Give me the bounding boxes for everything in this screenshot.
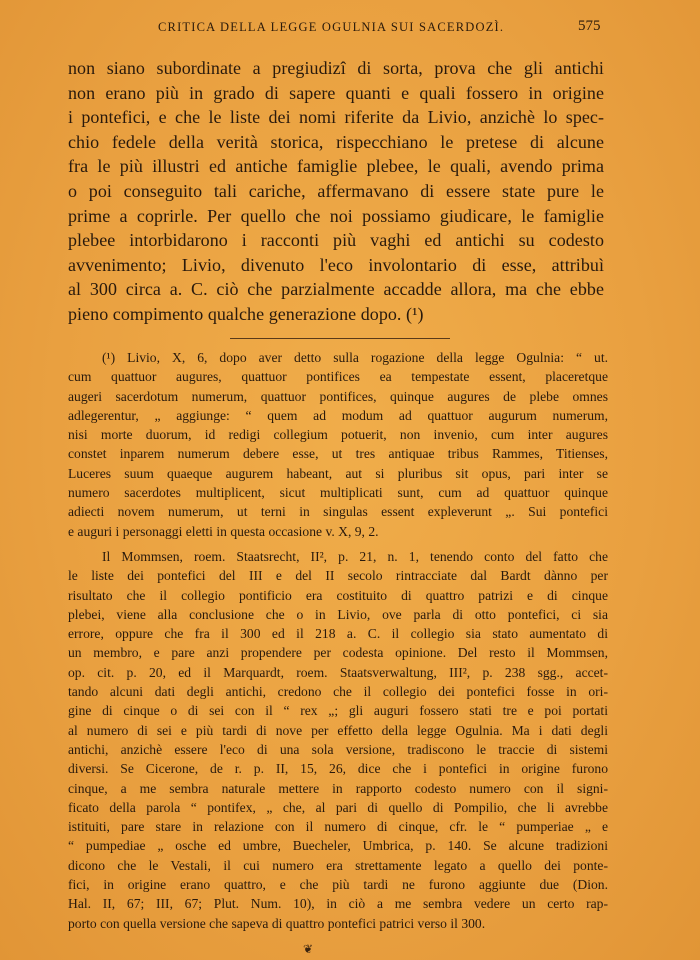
footnotes bbox=[68, 348, 608, 933]
footnote-line: op. cit. p. 20, ed il Marquardt, roem. Staatsverwaltung, III², p. 238 sgg., accet- bbox=[68, 664, 608, 680]
footnote-line: adlegerentur, „ aggiunge: “ quem ad modum ad quattuor augurum numerum, bbox=[68, 407, 608, 423]
body-line: fra le più illustri ed antiche famiglie plebee, le quali, avendo prima bbox=[68, 156, 604, 177]
body-line: avvenimento; Livio, divenuto l'eco involontario di esse, attribuì bbox=[68, 254, 604, 275]
footnote-line: tando alcuni dati degli antichi, credono che il collegio dei pontefici fosse in ori- bbox=[68, 684, 608, 700]
footnote-line: porto con quella versione che sapeva di quattro pontefici patrici verso il 300. bbox=[68, 915, 486, 931]
footnote-line: errore, oppure che fra il 300 ed il 218 a. C. il collegio sia stato aumentato di bbox=[68, 626, 608, 642]
footnote-line: plebei, viene alla conclusione che o in Livio, ove parla di otto pontefici, ci sia bbox=[68, 606, 608, 622]
footnote-line: dicono che le Vestali, il cui numero era strettamente legato a quello dei ponte- bbox=[68, 857, 608, 873]
footnote-line: “ pumpediae „ osche ed umbre, Buecheler, Umbrica, p. 140. Se alcune tradizioni bbox=[68, 838, 608, 854]
footnote-line: (¹) Livio, X, 6, dopo aver detto sulla rogazione della legge Ogulnia: “ ut. bbox=[102, 350, 608, 365]
footnote-line: le liste dei pontefici del III e del II secolo rintracciate dal Bardt dànno per bbox=[68, 568, 608, 584]
footnote-line: Il Mommsen, roem. Staatsrecht, II², p. 21, n. 1, tenendo conto del fatto che bbox=[102, 548, 608, 564]
footnote-separator-rule bbox=[230, 338, 450, 339]
footnote-line: fici, in origine erano quattro, e che più tardi ne furono aggiunte due (Dion. bbox=[68, 877, 608, 893]
body-line: plebee intorbidarono i racconti più vaghi ed antichi su codesto bbox=[68, 230, 604, 251]
footnote-line: numero sacerdotes multiplicent, sicut multiplicati sunt, cum ad quattuor quinque bbox=[68, 485, 608, 501]
page-number: 575 bbox=[578, 18, 601, 34]
footnote-line: istituiti, pare stare in relazione con il numero di cinque, cfr. le “ pumperiae „ e bbox=[68, 819, 608, 835]
body-line-footnote-ref: pieno compimento qualche generazione dopo. (¹) bbox=[68, 303, 424, 324]
footnote-line: Luceres suum quaeque augurem habeant, aut si pluribus sit opus, pari inter se bbox=[68, 465, 608, 481]
footnote-line: ficato della parola “ pontifex, „ che, al pari di quello di Pompilio, che li avrebbe bbox=[68, 799, 608, 815]
body-line: prime a coprirle. Per quello che noi possiamo giudicare, le famiglie bbox=[68, 205, 604, 226]
running-title: CRITICA DELLA LEGGE OGULNIA SUI SACERDOZÌ. bbox=[158, 20, 505, 34]
footnote-line: cum quattuor augures, quattuor pontifices ea tempestate essent, placeretque bbox=[68, 369, 608, 385]
body-line: non erano più in grado di sapere quanti e quali fossero in origine bbox=[68, 82, 604, 103]
footnote-line: cinque, a me sembra naturale mettere in rapporto codesto numero con il signi- bbox=[68, 780, 608, 796]
page-header bbox=[0, 18, 700, 40]
body-line: al 300 circa a. C. ciò che parzialmente accadde allora, ma che ebbe bbox=[68, 279, 604, 300]
footnote-line: un membro, e pare anzi propendere per codesta opinione. Del resto il Mommsen, bbox=[68, 645, 608, 661]
main-body-text bbox=[68, 56, 604, 327]
body-line: i pontefici, e che le liste dei nomi riferite da Livio, anzichè lo spec- bbox=[68, 107, 604, 128]
body-line: non siano subordinate a pregiudizî di sorta, prova che gli antichi bbox=[68, 58, 604, 78]
footnote-line: risultato che il collegio pontificio era costituito di quattro patrizi e di cinque bbox=[68, 587, 608, 603]
footnote-line: adiecti novem numerum, ut terni in singulas essent expleverunt „. Sui pontefici bbox=[68, 504, 608, 520]
footnote-line: Hal. II, 67; III, 67; Plut. Num. 10), in ciò a me sembra vedere un certo rap- bbox=[68, 896, 608, 912]
footnote-line: antichi, anzichè essere l'eco di una sola versione, tradiscono le traccie di sistemi bbox=[68, 741, 608, 757]
footnote-line: constet inparem numerum debere esse, ut tres antiquae tribus Rammes, Titienses, bbox=[68, 446, 608, 462]
footnote-line: nisi morte duorum, id redigi collegium potuerit, non invenio, cum inter augures bbox=[68, 427, 608, 443]
footnote-line: gine di cinque o di sei con il “ rex „; gli auguri fossero stati tre e poi portati bbox=[68, 703, 608, 719]
footnote-line: diversi. Se Cicerone, de r. p. II, 15, 26, dice che i pontefici in origine furono bbox=[68, 761, 608, 777]
printer-ornament-icon: ❦ bbox=[303, 942, 314, 956]
footnote-line: al numero di sei e più tardi di nove per effetto della legge Ogulnia. Ma i dati degli bbox=[68, 722, 608, 738]
footnote-line: augeri sacerdotum numerum, quattuor pontifices, quinque augures de plebe omnes bbox=[68, 388, 608, 404]
footnote-line: e auguri i personaggi eletti in questa occasione v. X, 9, 2. bbox=[68, 523, 379, 539]
body-line: o poi conseguito tali cariche, affermavano di essere state pure le bbox=[68, 180, 604, 201]
body-line: chio fedele della verità storica, rispecchiano le pretese di alcune bbox=[68, 131, 604, 152]
